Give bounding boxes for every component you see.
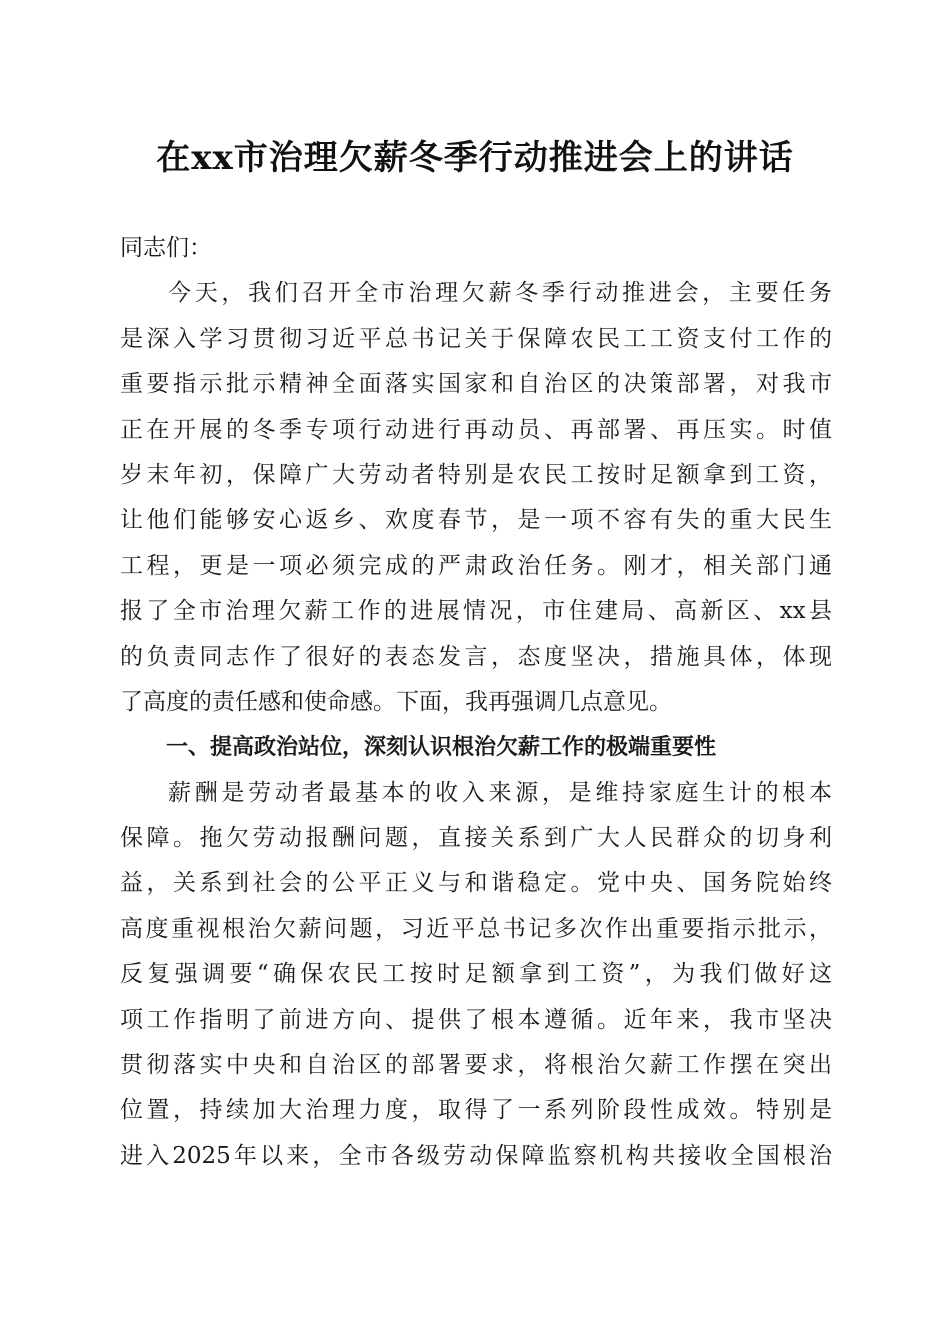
paragraph-line: 进入2025年以来，全市各级劳动保障监察机构共接收全国根治 — [120, 1142, 832, 1169]
paragraph-line: 反复强调要“确保农民工按时足额拿到工资”，为我们做好这 — [120, 961, 832, 988]
section-heading: 一、提高政治站位，深刻认识根治欠薪工作的极端重要性 — [166, 735, 717, 761]
paragraph-line: 益，关系到社会的公平正义与和谐稳定。党中央、国务院始终 — [120, 870, 832, 897]
paragraph-line: 报了全市治理欠薪工作的进展情况，市住建局、高新区、xx县 — [120, 598, 832, 625]
paragraph-line: 保障。拖欠劳动报酬问题，直接关系到广大人民群众的切身利 — [120, 825, 832, 852]
paragraph-line: 了高度的责任感和使命感。下面，我再强调几点意见。 — [120, 688, 672, 715]
paragraph-line: 岁末年初，保障广大劳动者特别是农民工按时足额拿到工资， — [120, 461, 832, 488]
paragraph-line: 重要指示批示精神全面落实国家和自治区的决策部署，对我市 — [120, 371, 832, 398]
paragraph-line: 高度重视根治欠薪问题，习近平总书记多次作出重要指示批示， — [120, 915, 832, 942]
document-title: 在xx市治理欠薪冬季行动推进会上的讲话 — [156, 138, 794, 178]
document-body — [120, 226, 832, 1179]
paragraph-line: 贯彻落实中央和自治区的部署要求，将根治欠薪工作摆在突出 — [120, 1052, 832, 1079]
paragraph-line: 正在开展的冬季专项行动进行再动员、再部署、再压实。时值 — [120, 416, 832, 443]
paragraph-line: 位置，持续加大治理力度，取得了一系列阶段性成效。特别是 — [120, 1097, 832, 1124]
paragraph-line: 工程，更是一项必须完成的严肃政治任务。刚才，相关部门通 — [120, 552, 832, 579]
paragraph-line: 的负责同志作了很好的表态发言，态度坚决，措施具体，体现 — [120, 643, 832, 670]
paragraph-1 — [120, 271, 832, 725]
paragraph-line: 项工作指明了前进方向、提供了根本遵循。近年来，我市坚决 — [120, 1006, 832, 1033]
paragraph-line: 薪酬是劳动者最基本的收入来源，是维持家庭生计的根本 — [168, 779, 832, 806]
salutation: 同志们： — [120, 235, 212, 261]
paragraph-line: 让他们能够安心返乡、欢度春节，是一项不容有失的重大民生 — [120, 507, 832, 534]
paragraph-2 — [120, 771, 832, 1180]
paragraph-line: 今天，我们召开全市治理欠薪冬季行动推进会，主要任务 — [168, 280, 832, 307]
paragraph-line: 是深入学习贯彻习近平总书记关于保障农民工工资支付工作的 — [120, 325, 832, 352]
